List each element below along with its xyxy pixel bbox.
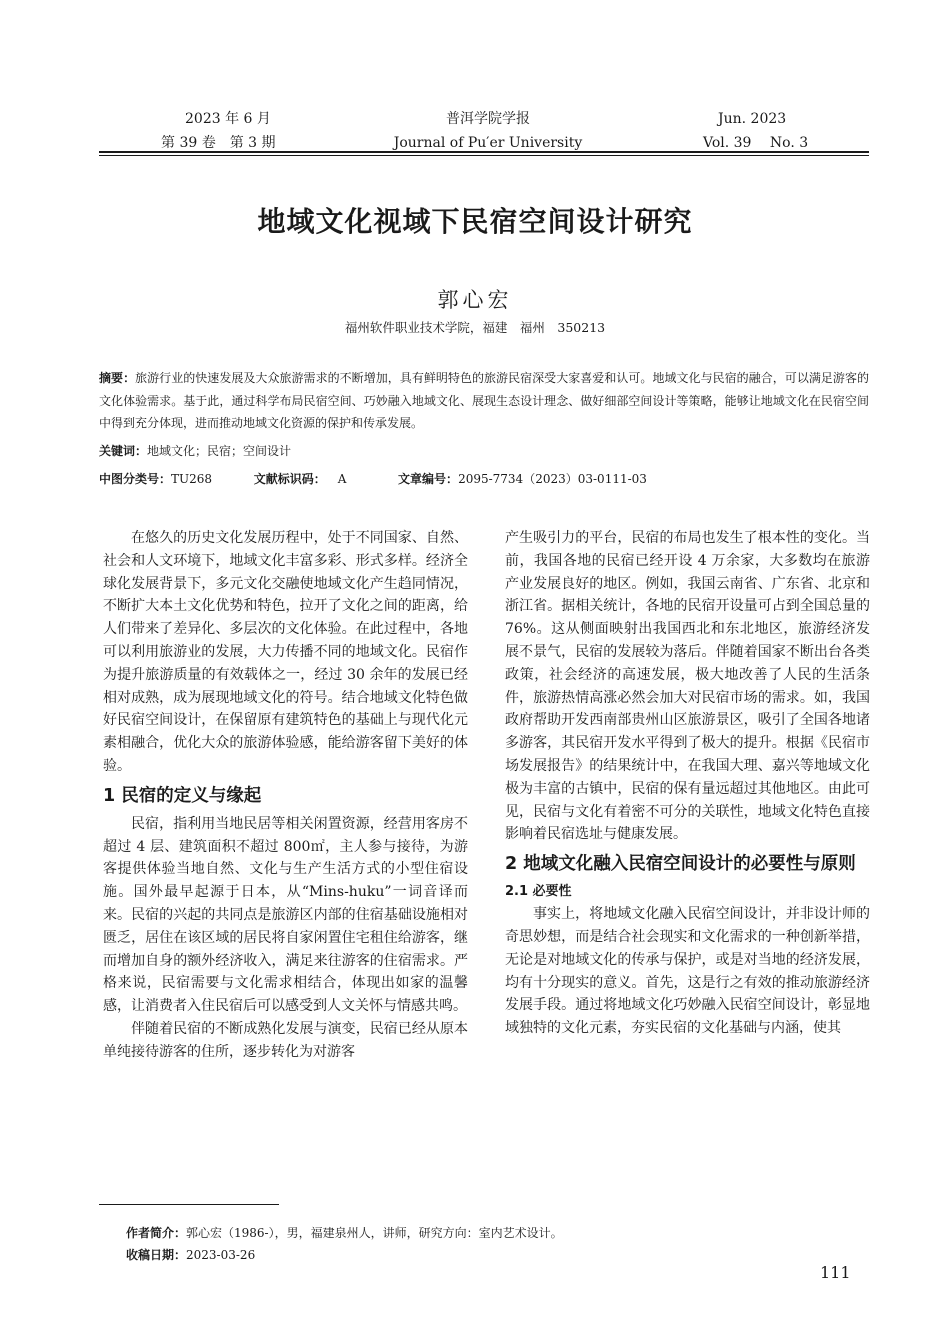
header-rule-thin (99, 155, 869, 156)
article-number-value: 2095-7734（2023）03-0111-03 (458, 472, 647, 486)
keywords (99, 440, 869, 463)
paragraph: 伴随着民宿的不断成熟化发展与演变，民宿已经从原本单纯接待游客的住所，逐步转化为对游客 (103, 1020, 468, 1060)
header-date-en: Jun. 2023 (718, 111, 787, 127)
page-number: 111 (820, 1263, 851, 1282)
header-volume-en: Vol. 39 No. 3 (703, 135, 809, 151)
footnote-received-text: 2023-03-26 (186, 1248, 256, 1262)
paragraph: 产生吸引力的平台，民宿的布局也发生了根本性的变化。当前，我国各地的民宿已经开设 4 万余家，大多数均在旅游产业发展良好的地区。例如，我国云南省、广东省、北京和浙江省。据相关统计，各地的民宿开设量可占到全国总量的 76%。这从侧面映射出我国西北和东北地区，旅游经济发展不景气，民宿的发展较为落后。伴随着国家不断出台各类政策，社会经济的高速发展，极大地改善了人民的生活条件，旅游热情高涨必然会加大对民宿市场的需求。如，我国政府帮助开发西南部贵州山区旅游景区，吸引了全国各地诸多游客，其民宿开发水平得到了极大的提升。根据《民宿市场发展报告》的结果统计中，在我国大理、嘉兴等地域文化极为丰富的古镇中，民宿的保有量远超过其他地区。由此可见，民宿与文化有着密不可分的关联性，地域文化特色直接影响着民宿选址与健康发展。 (505, 530, 870, 843)
article-author: 郭心宏 (437, 288, 513, 312)
abstract (99, 367, 869, 435)
clc-value: TU268 (171, 472, 213, 486)
header-journal-en: Journal of Pu′er University (393, 135, 583, 151)
footnote-author (126, 1223, 563, 1243)
subsection-heading-2-1: 2.1 必要性 (505, 884, 572, 900)
article-title: 地域文化视域下民宿空间设计研究 (257, 205, 693, 238)
article-number-label: 文章编号： (398, 472, 459, 486)
abstract-text: 旅游行业的快速发展及大众旅游需求的不断增加，具有鲜明特色的旅游民宿深受大家喜爱和认可。地域文化与民宿的融合，可以满足游客的文化体验需求。基于此，通过科学布局民宿空间、巧妙融入地域文化、展现生态设计理念、做好细部空间设计等策略，能够让地域文化在民宿空间中得到充分体现，进而推动地域文化资源的保护和传承发展。 (99, 371, 869, 430)
body-column-left (103, 527, 468, 1064)
header-date-cn: 2023 年 6 月 (185, 111, 271, 127)
paragraph: 在悠久的历史文化发展历程中，处于不同国家、自然、社会和人文环境下，地域文化丰富多彩、形式多样。经济全球化发展背景下，多元文化交融使地域文化产生趋同情况，不断扩大本土文化优势和特色，拉开了文化之间的距离，给人们带来了差异化、多层次的文化体验。在此过程中，各地可以利用旅游业的发展，大力传播不同的地域文化。民宿作为提升旅游质量的有效载体之一，经过 30 余年的发展已经相对成熟，成为展现地域文化的符号。结合地域文化特色做好民宿空间设计，在保留原有建筑特色的基础上与现代化元素相融合，优化大众的旅游体验感，能给游客留下美好的体验。 (103, 530, 468, 774)
keywords-text: 地域文化；民宿；空间设计 (147, 444, 292, 458)
header-rule-thick (99, 151, 869, 153)
keywords-label: 关键词： (99, 444, 148, 458)
footnote-author-label: 作者简介： (126, 1226, 187, 1240)
section-heading-2: 2 地域文化融入民宿空间设计的必要性与原则 (505, 854, 856, 875)
clc-label: 中图分类号： (99, 472, 172, 486)
footnote-received (126, 1245, 255, 1265)
doc-code-value: A (337, 472, 347, 486)
header-journal-cn: 普洱学院学报 (446, 111, 530, 127)
header-volume-cn: 第 39 卷 第 3 期 (161, 135, 276, 151)
paragraph: 民宿，指利用当地民居等相关闲置资源，经营用客房不超过 4 层、建筑面积不超过 800㎡，主人参与接待，为游客提供体验当地自然、文化与生产生活方式的小型住宿设施。国外最早起源于日本，从“Mins-huku”一词音译而来。民宿的兴起的共同点是旅游区内部的住宿基础设施相对匮乏，居住在该区域的居民将自家闲置住宅租住给游客，继而增加自身的额外经济收入，满足来往游客的住宿需求。严格来说，民宿需要与文化需求相结合，体现出如家的温馨感，让消费者入住民宿后可以感受到人文关怀与情感共鸣。 (103, 815, 468, 1015)
body-column-right (505, 527, 870, 1040)
footnote-author-text: 郭心宏（1986-），男，福建泉州人，讲师，研究方向：室内艺术设计。 (186, 1226, 563, 1240)
section-heading-1: 1 民宿的定义与缘起 (103, 785, 262, 806)
footnote-rule (99, 1204, 279, 1205)
abstract-label: 摘要： (99, 371, 136, 385)
article-affiliation: 福州软件职业技术学院，福建 福州 350213 (344, 320, 606, 335)
doc-code-label: 文献标识码： (253, 472, 326, 486)
footnote-received-label: 收稿日期： (126, 1248, 187, 1262)
paragraph: 事实上，将地域文化融入民宿空间设计，并非设计师的奇思妙想，而是结合社会现实和文化需求的一种创新举措，无论是对地域文化的传承与保护，或是对当地的经济发展，均有十分现实的意义。首先，这是行之有效的推动旅游经济发展手段。通过将地域文化巧妙融入民宿空间设计，彰显地域独特的文化元素，夯实民宿的文化基础与内涵，使其 (505, 906, 870, 1037)
classification-row (99, 470, 869, 487)
